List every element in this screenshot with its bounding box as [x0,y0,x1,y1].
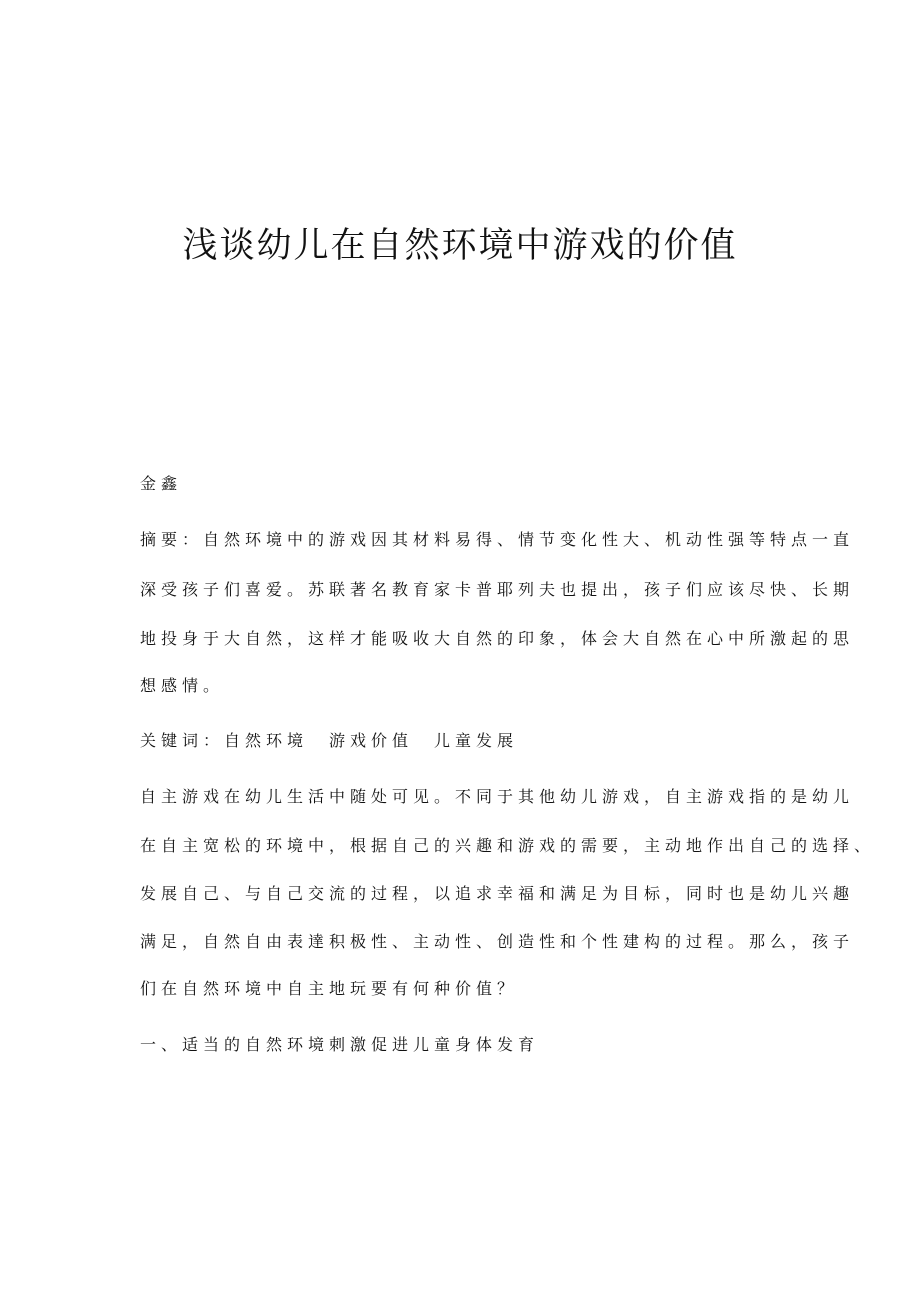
section-heading: 一、适当的自然环境刺激促进儿童身体发育 [140,1035,540,1054]
body-line: 自主游戏在幼儿生活中随处可见。不同于其他幼儿游戏，自主游戏指的是幼儿 [140,787,855,806]
keywords: 关键词：自然环境 游戏价值 儿童发展 [140,731,519,750]
body-line: 发展自己、与自己交流的过程，以追求幸福和满足为目标，同时也是幼儿兴趣 [140,884,855,903]
abstract-line: 深受孩子们喜爱。苏联著名教育家卡普耶列夫也提出，孩子们应该尽快、长期 [140,580,855,599]
body-line: 们在自然环境中自主地玩要有何种价值？ [140,979,519,998]
abstract-line: 摘要：自然环境中的游戏因其材料易得、情节变化性大、机动性强等特点一直 [140,530,855,549]
body-line: 在自主宽松的环境中，根据自己的兴趣和游戏的需要，主动地作出自己的选择、 [140,836,876,855]
document-title: 浅谈幼儿在自然环境中游戏的价值 [182,226,738,266]
body-line: 满足，自然自由表達积极性、主动性、创造性和个性建构的过程。那么，孩子 [140,932,855,951]
abstract-line: 地投身于大自然，这样才能吸收大自然的印象，体会大自然在心中所激起的思 [140,629,855,648]
abstract-line: 想感情。 [140,676,225,695]
author: 金鑫 [140,474,183,493]
